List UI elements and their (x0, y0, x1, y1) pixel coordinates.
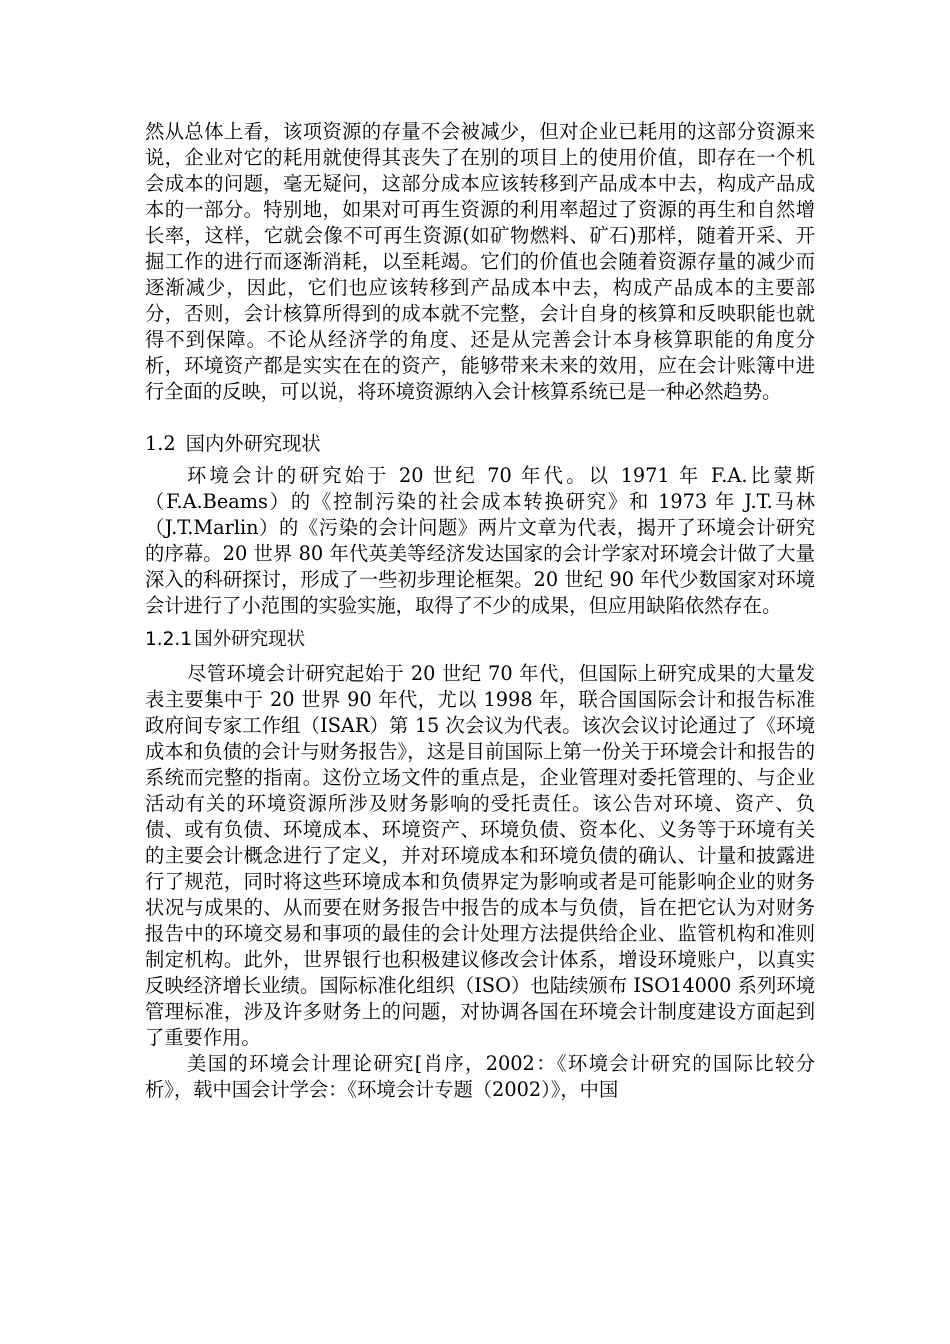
section-1-2-number: 1.2 (145, 432, 176, 455)
usa-research-paragraph: 美国的环境会计理论研究[肖序，2002：《环境会计研究的国际比较分析》，载中国会计学会：《环境会计专题（2002）》，中国 (145, 1052, 815, 1101)
document-page (145, 119, 815, 1103)
section-1-2-heading (145, 431, 815, 457)
section-1-2-1-heading (145, 627, 815, 653)
intro-continuation-paragraph: 然从总体上看，该项资源的存量不会被减少，但对企业已耗用的这部分资源来说，企业对它的耗用就使得其丧失了在别的项目上的使用价值，即存在一个机会成本的问题，毫无疑问，这部分成本应该转移到产品成本中去，构成产品成本的一部分。特别地，如果对可再生资源的利用率超过了资源的再生和自然增长率，这样，它就会像不可再生资源(如矿物燃料、矿石)那样，随着开采、开掘工作的进行而逐渐消耗，以至耗竭。它们的价值也会随着资源存量的减少而逐渐减少，因此，它们也应该转移到产品成本中去，构成产品成本的主要部分，否则，会计核算所得到的成本就不完整，会计自身的核算和反映职能也就得不到保障。不论从经济学的角度、还是从完善会计本身核算职能的角度分析，环境资产都是实实在在的资产，能够带来未来的效用，应在会计账簿中进行全面的反映，可以说，将环境资源纳入会计核算系统已是一种必然趋势。 (145, 120, 815, 403)
section-1-2-1-paragraph: 尽管环境会计研究起始于 20 世纪 70 年代，但国际上研究成果的大量发表主要集中于 20 世界 90 年代，尤以 1998 年，联合国国际会计和报告标准政府间专家工作组（ISAR）第 15 次会议为代表。该次会议讨论通过了《环境成本和负债的会计与财务报告》，这是目前国际上第一份关于环境会计和报告的系统而完整的指南。这份立场文件的重点是，企业管理对委托管理的、与企业活动有关的环境资源所涉及财务影响的受托责任。该公告对环境、资产、负债、或有负债、环境成本、环境资产、环境负债、资本化、义务等于环境有关的主要会计概念进行了定义，并对环境成本和环境负债的确认、计量和披露进行了规范，同时将这些环境成本和负债界定为影响或者是可能影响企业的财务状况与成果的、从而要在财务报告中报告的成本与负债，旨在把它认为对财务报告中的环境交易和事项的最佳的会计处理方法提供给企业、监管机构和准则制定机构。此外，世界银行也积极建议修改会计体系，增设环境账户，以真实反映经济增长业绩。国际标准化组织（ISO）也陆续颁布 ISO14000 系列环境管理标准，涉及许多财务上的问题，对协调各国在环境会计制度建设方面起到了重要作用。 (145, 662, 815, 1049)
section-1-2-1-title: 国外研究现状 (194, 629, 306, 650)
section-1-2-title: 国内外研究现状 (185, 432, 321, 455)
section-1-2-1-number: 1.2.1 (145, 629, 193, 650)
section-1-2-paragraph: 环境会计的研究始于 20 世纪 70 年代。以 1971 年 F.A.比蒙斯（F.A.Beams）的《控制污染的社会成本转换研究》和 1973 年 J.T.马林（J.T.Marlin）的《污染的会计问题》两片文章为代表，揭开了环境会计研究的序幕。20 世界 80 年代英美等经济发达国家的会计学家对环境会计做了大量深入的科研探讨，形成了一些初步理论框架。20 世纪 90 年代少数国家对环境会计进行了小范围的实验实施，取得了不少的成果，但应用缺陷依然存在。 (145, 464, 815, 617)
